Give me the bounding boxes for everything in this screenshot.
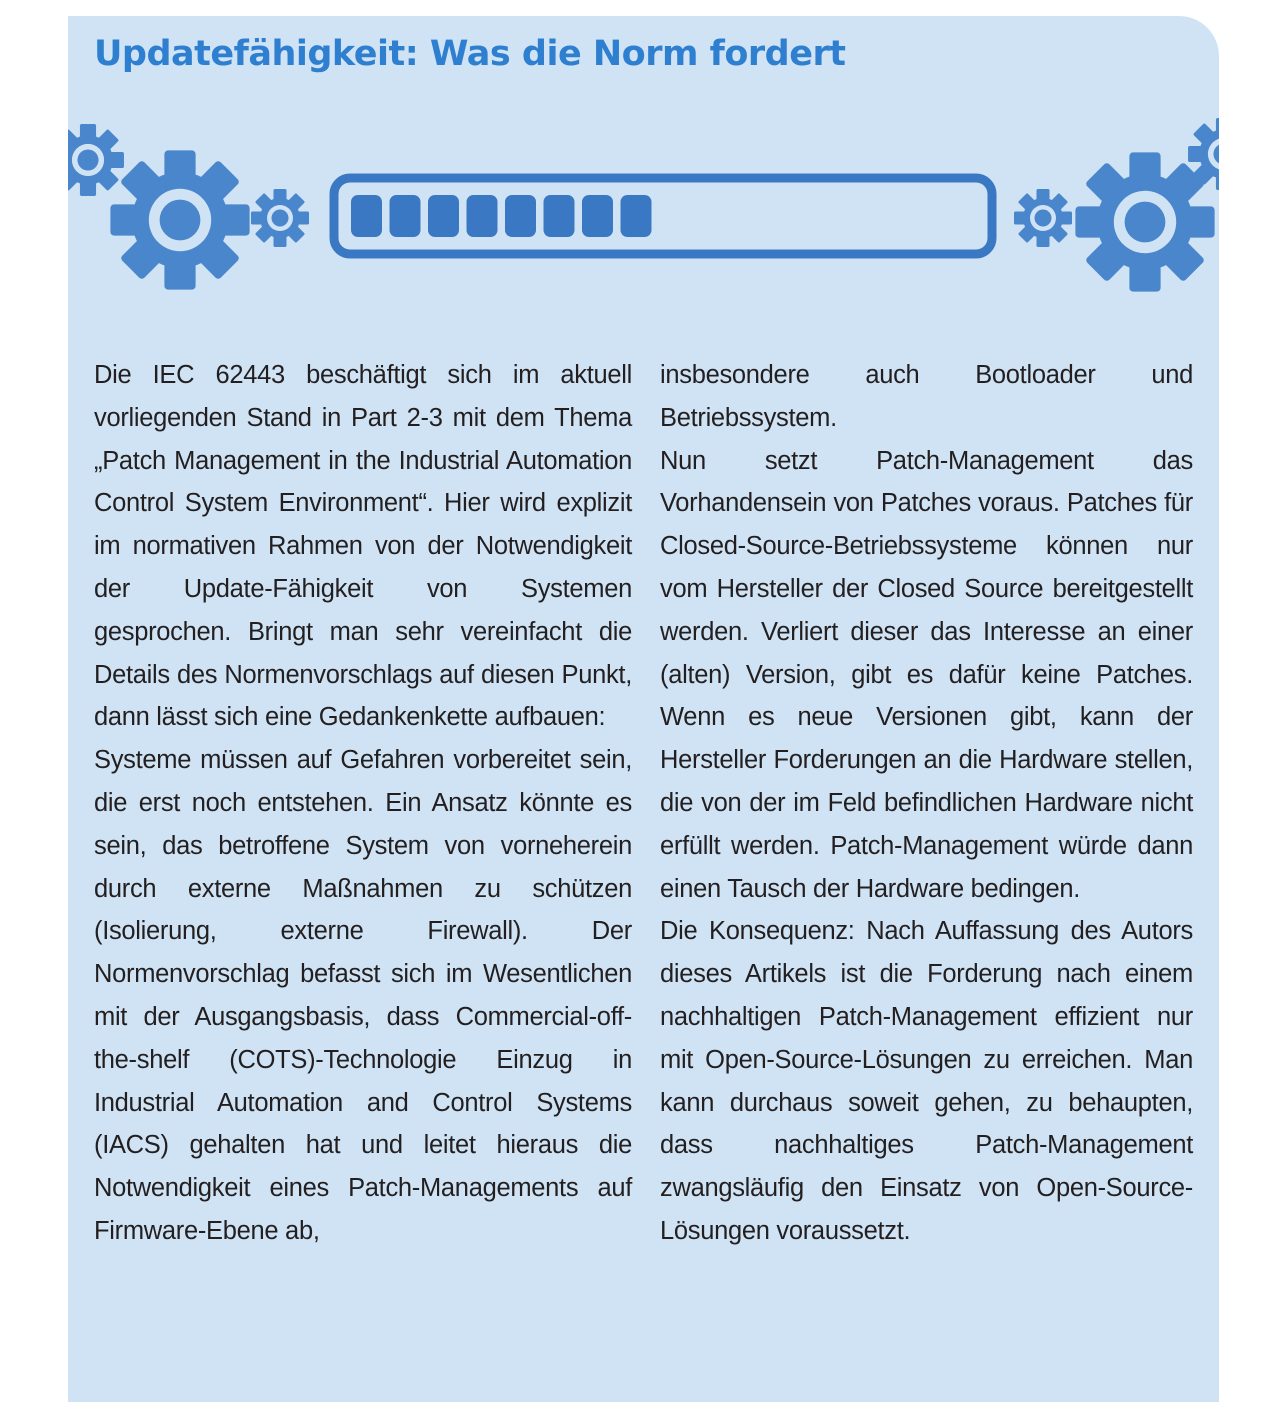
progress-segment [544, 195, 575, 237]
article-column-right [660, 354, 1193, 1253]
box-title: Updatefähigkeit: Was die Norm fordert [94, 34, 846, 74]
article-column-left [94, 354, 632, 1253]
progress-segment [621, 195, 652, 237]
article-paragraph: Die Konsequenz: Nach Auffassung des Autors dieses Artikels ist die Forderung nach einem nachhaltigen Patch-Management effizient nur mit Open-Source-Lösungen zu erreichen. Man kann durchaus soweit gehen, zu behaupten, dass nachhaltiges Patch-Management zwangsläufig den Einsatz von Open-Source-Lösungen voraussetzt. [660, 917, 1193, 1245]
update-banner [68, 112, 1219, 312]
progress-segment [351, 195, 382, 237]
gear-icon [68, 124, 124, 196]
progress-segment [505, 195, 536, 237]
progress-segment [582, 195, 613, 237]
article-paragraph: Die IEC 62443 beschäftigt sich im aktuell vorliegenden Stand in Part 2-3 mit dem Thema „Patch Management in the Industrial Automation Control System Environment“. Hier wird explizit im normativen Rahmen von der Notwendigkeit der Update-Fähigkeit von Systemen gesprochen. Bringt man sehr vereinfacht die Details des Normenvorschlags auf diesen Punkt, dann lässt sich eine Gedankenkette aufbauen: [94, 361, 632, 732]
gear-icon [251, 189, 309, 247]
progress-segment [467, 195, 498, 237]
gear-icon [110, 150, 249, 289]
progress-segment [390, 195, 421, 237]
progress-bar [334, 178, 992, 254]
article-paragraph: Systeme müssen auf Gefahren vorbereitet sein, die erst noch entstehen. Ein Ansatz könnte es sein, das betroffene System von vorneherein durch externe Maßnahmen zu schützen (Isolierung, externe Firewall). Der Normenvorschlag befasst sich im Wesentlichen mit der Ausgangsbasis, dass Commercial-off-the-shelf (COTS)-Technologie Einzug in Industrial Automation and Control Systems (IACS) gehalten hat und leitet hieraus die Notwendigkeit eines Patch-Managements auf Firmware-Ebene ab, [94, 746, 632, 1245]
progress-segment [428, 195, 459, 237]
article-paragraph: Nun setzt Patch-Management das Vorhandensein von Patches voraus. Patches für Closed-Source-Betriebssysteme können nur vom Hersteller der Closed Source bereitgestellt werden. Verliert dieser das Interesse an einer (alten) Version, gibt es dafür keine Patches. Wenn es neue Versionen gibt, kann der Hersteller Forderungen an die Hardware stellen, die von der im Feld befindlichen Hardware nicht erfüllt werden. Patch-Management würde dann einen Tausch der Hardware bedingen. [660, 446, 1193, 903]
gear-icon [1014, 189, 1072, 247]
info-box [68, 16, 1219, 1402]
article-paragraph: insbesondere auch Bootloader und Betriebssystem. [660, 361, 1193, 432]
